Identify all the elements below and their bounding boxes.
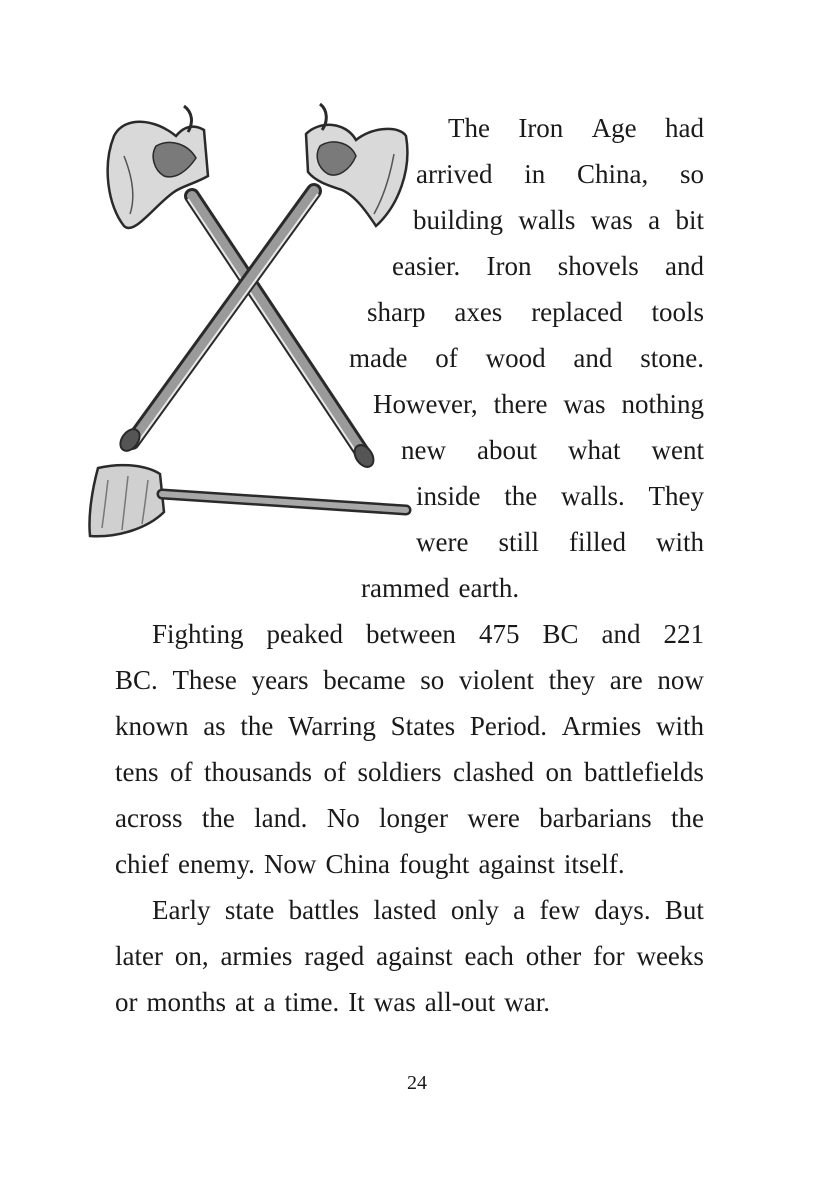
word: each	[464, 941, 514, 971]
word: nothing	[621, 389, 704, 419]
word: But	[664, 895, 704, 925]
text-line	[115, 986, 704, 1018]
word: a	[648, 205, 661, 235]
word: tools	[651, 297, 704, 327]
word: was	[373, 987, 416, 1017]
word: Iron	[518, 113, 564, 143]
word: 221	[663, 619, 704, 649]
word: peaked	[266, 619, 343, 649]
text-line	[152, 894, 704, 926]
word: years	[251, 665, 309, 695]
word: so	[679, 159, 704, 189]
word: earth.	[458, 573, 520, 603]
word: These	[172, 665, 237, 695]
word: are	[609, 665, 643, 695]
word: thousands	[204, 757, 312, 787]
word: with	[655, 711, 704, 741]
word: with	[655, 527, 704, 557]
word: days.	[594, 895, 651, 925]
word: a	[263, 987, 276, 1017]
word: enemy.	[177, 849, 255, 879]
text-line	[448, 112, 704, 144]
word: clashed	[453, 757, 534, 787]
text-line	[416, 480, 704, 512]
word: as	[203, 711, 226, 741]
word: the	[504, 481, 538, 511]
word: wood	[485, 343, 546, 373]
word: for	[593, 941, 625, 971]
word: raged	[304, 941, 365, 971]
word: tens	[115, 757, 159, 787]
word: battlefields	[583, 757, 704, 787]
word: between	[365, 619, 456, 649]
word: so	[420, 665, 445, 695]
word: Fighting	[152, 619, 244, 649]
word: States	[390, 711, 456, 741]
word: Period.	[469, 711, 548, 741]
word: land.	[254, 803, 308, 833]
word: They	[648, 481, 704, 511]
word: Age	[591, 113, 637, 143]
word: now	[657, 665, 704, 695]
word: violent	[458, 665, 534, 695]
word: lasted	[373, 895, 437, 925]
word: Early	[152, 895, 211, 925]
word: soldiers	[357, 757, 442, 787]
text-line	[115, 756, 704, 788]
word: BC.	[115, 665, 158, 695]
word: the	[240, 711, 274, 741]
word: BC	[542, 619, 579, 649]
word: Armies	[561, 711, 642, 741]
word: building	[413, 205, 504, 235]
text-line	[392, 250, 704, 282]
word: replaced	[531, 297, 623, 327]
word: later	[115, 941, 163, 971]
word: of	[170, 757, 193, 787]
word: the	[670, 803, 704, 833]
word: few	[539, 895, 580, 925]
word: of	[435, 343, 458, 373]
word: went	[651, 435, 704, 465]
word: However,	[373, 389, 478, 419]
word: and	[665, 251, 704, 281]
text-line	[115, 802, 704, 834]
word: war.	[504, 987, 550, 1017]
word: arrived	[416, 159, 493, 189]
text-line	[115, 940, 704, 972]
word: armies	[220, 941, 293, 971]
text-line	[115, 710, 704, 742]
word: across	[115, 803, 183, 833]
word: on,	[174, 941, 209, 971]
word: were	[467, 803, 520, 833]
word: state	[224, 895, 275, 925]
word: on	[545, 757, 573, 787]
text-line	[373, 388, 704, 420]
shovel-icon	[89, 465, 406, 536]
word: It	[348, 987, 365, 1017]
word: shovels	[557, 251, 639, 281]
text-line	[349, 342, 704, 374]
word: against	[478, 849, 555, 879]
word: all-out	[424, 987, 496, 1017]
text-line	[413, 204, 704, 236]
word: new	[401, 435, 446, 465]
word: a	[513, 895, 526, 925]
word: inside	[416, 481, 481, 511]
word: itself.	[563, 849, 625, 879]
word: Warring	[288, 711, 376, 741]
word: walls.	[561, 481, 625, 511]
word: against	[376, 941, 453, 971]
text-line	[152, 618, 704, 650]
word: what	[568, 435, 621, 465]
text-line	[367, 296, 704, 328]
word: The	[448, 113, 490, 143]
word: weeks	[636, 941, 704, 971]
word: and	[601, 619, 641, 649]
word: sharp	[367, 297, 426, 327]
word: the	[201, 803, 235, 833]
word: axes	[454, 297, 503, 327]
word: longer	[379, 803, 449, 833]
word: became	[323, 665, 406, 695]
word: bit	[675, 205, 704, 235]
page-number: 24	[407, 1072, 427, 1094]
word: No	[326, 803, 360, 833]
word: Now	[263, 849, 317, 879]
word: was	[590, 205, 633, 235]
text-line	[115, 848, 704, 880]
word: months	[146, 987, 227, 1017]
word: walls	[518, 205, 576, 235]
word: battles	[288, 895, 360, 925]
text-line	[401, 434, 704, 466]
word: Iron	[486, 251, 532, 281]
text-line	[361, 572, 704, 604]
word: made	[349, 343, 408, 373]
word: fought	[398, 849, 470, 879]
word: China,	[576, 159, 649, 189]
word: stone.	[640, 343, 704, 373]
word: easier.	[392, 251, 461, 281]
word: or	[115, 987, 138, 1017]
word: and	[573, 343, 613, 373]
word: had	[664, 113, 704, 143]
word: were	[416, 527, 469, 557]
axes-and-shovel-illustration	[84, 96, 424, 566]
word: time.	[284, 987, 340, 1017]
word: 475	[478, 619, 520, 649]
word: at	[235, 987, 255, 1017]
word: still	[498, 527, 539, 557]
word: filled	[568, 527, 626, 557]
text-line	[115, 664, 704, 696]
word: chief	[115, 849, 169, 879]
word: was	[563, 389, 606, 419]
word: rammed	[361, 573, 450, 603]
text-line	[416, 526, 704, 558]
word: other	[525, 941, 582, 971]
word: only	[450, 895, 499, 925]
word: they	[548, 665, 596, 695]
text-line	[416, 158, 704, 190]
word: in	[524, 159, 546, 189]
word: of	[323, 757, 346, 787]
word: there	[493, 389, 548, 419]
word: China	[325, 849, 390, 879]
word: known	[115, 711, 189, 741]
word: about	[477, 435, 537, 465]
word: barbarians	[539, 803, 652, 833]
